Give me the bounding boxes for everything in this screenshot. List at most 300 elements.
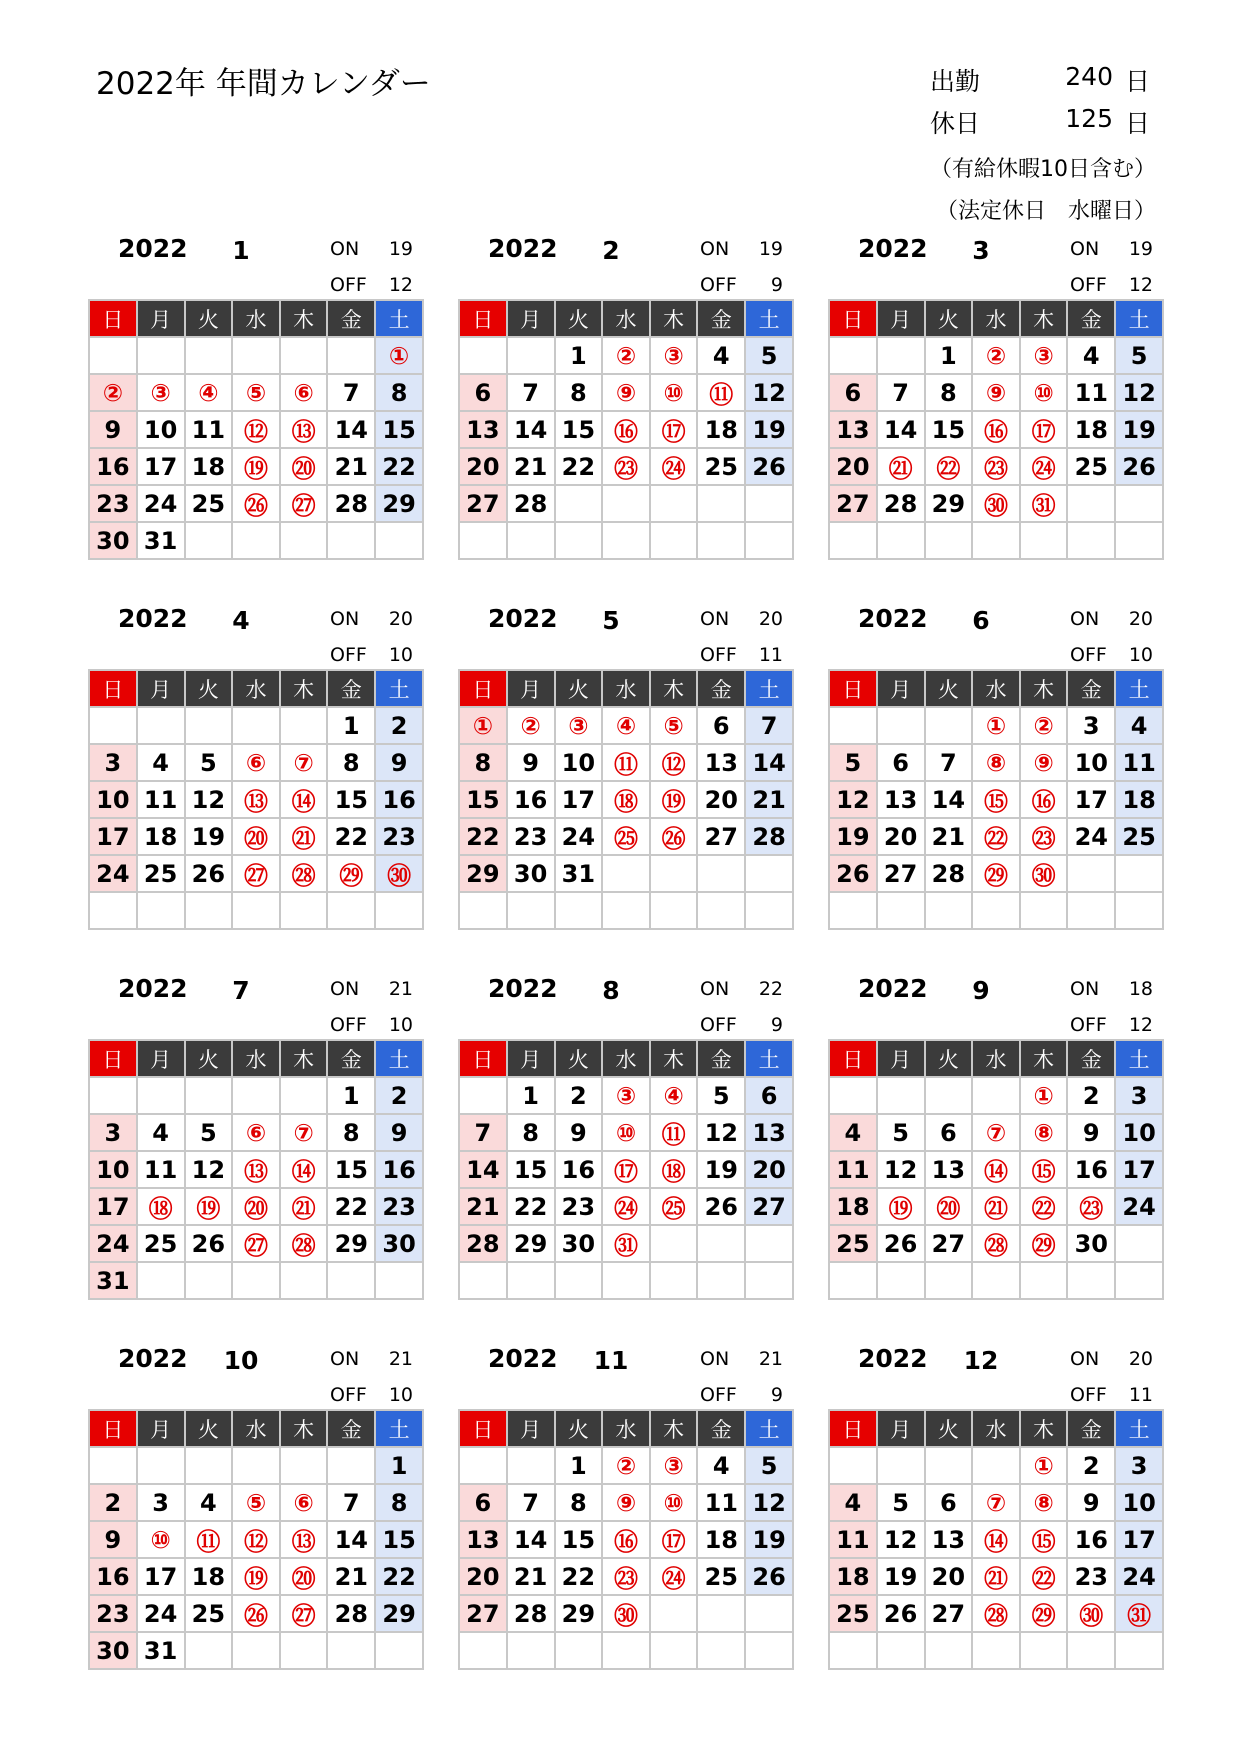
day-cell: 28 (745, 818, 793, 855)
day-cell: 25 (185, 485, 233, 522)
holiday-day-cell: ⑰ (602, 1151, 650, 1188)
holiday-day-cell: ㉒ (1020, 1558, 1068, 1595)
off-count: 9 (770, 274, 783, 296)
weekday-header: 金 (697, 670, 745, 707)
day-cell: 10 (1115, 1114, 1163, 1151)
day-cell: 22 (327, 818, 375, 855)
weekday-header: 水 (232, 1410, 280, 1447)
day-cell: 12 (185, 1151, 233, 1188)
empty-day-cell (1067, 892, 1115, 929)
off-count: 12 (388, 274, 413, 296)
empty-day-cell (697, 855, 745, 892)
weekday-header: 日 (89, 300, 137, 337)
empty-day-cell (877, 337, 925, 374)
day-cell: 27 (459, 1595, 507, 1632)
holiday-day-cell: ㉓ (602, 448, 650, 485)
empty-day-cell (602, 485, 650, 522)
month-number: 3 (972, 236, 990, 265)
on-count: 19 (758, 238, 783, 260)
empty-day-cell (327, 1447, 375, 1484)
month-year: 2022 (858, 234, 928, 263)
weekday-header: 月 (137, 1040, 185, 1077)
on-count: 19 (388, 238, 413, 260)
empty-day-cell (1067, 522, 1115, 559)
empty-day-cell (232, 707, 280, 744)
weekday-header: 水 (232, 1040, 280, 1077)
empty-day-cell (459, 1077, 507, 1114)
weekday-header: 火 (925, 300, 973, 337)
holiday-day-cell: ⑧ (1020, 1114, 1068, 1151)
day-cell: 18 (829, 1558, 877, 1595)
week-row (829, 1632, 1163, 1669)
month-number: 10 (223, 1346, 259, 1375)
month-calendar (458, 972, 794, 1262)
empty-day-cell (232, 1447, 280, 1484)
month-year: 2022 (488, 974, 558, 1003)
weekday-header: 火 (925, 1040, 973, 1077)
week-row (829, 1521, 1163, 1558)
holiday-day-cell: ② (507, 707, 555, 744)
day-cell: 17 (89, 818, 137, 855)
week-row (89, 337, 423, 374)
day-cell: 27 (697, 818, 745, 855)
empty-day-cell (280, 522, 328, 559)
weekday-header: 月 (507, 670, 555, 707)
week-row (459, 1558, 793, 1595)
weekday-header: 木 (1020, 1040, 1068, 1077)
day-cell: 17 (137, 448, 185, 485)
holiday-day-cell: ⑯ (602, 1521, 650, 1558)
day-cell: 30 (1067, 1225, 1115, 1262)
empty-day-cell (602, 1632, 650, 1669)
holiday-day-cell: ⑨ (602, 374, 650, 411)
day-cell: 16 (89, 1558, 137, 1595)
month-header (828, 1342, 1164, 1414)
month-year: 2022 (858, 974, 928, 1003)
holiday-day-cell: ⑳ (925, 1188, 973, 1225)
month-calendar (828, 602, 1164, 892)
empty-day-cell (185, 337, 233, 374)
day-cell: 20 (745, 1151, 793, 1188)
day-cell: 5 (185, 1114, 233, 1151)
day-cell: 12 (1115, 374, 1163, 411)
weekday-header: 月 (507, 1410, 555, 1447)
holiday-day-cell: ㉙ (1020, 1225, 1068, 1262)
day-cell: 15 (327, 1151, 375, 1188)
weekday-header: 日 (89, 1040, 137, 1077)
weekday-header: 金 (1067, 300, 1115, 337)
day-cell: 7 (507, 1484, 555, 1521)
holiday-day-cell: ⑯ (602, 411, 650, 448)
weekday-header: 水 (602, 300, 650, 337)
day-cell: 22 (375, 448, 423, 485)
holiday-day-cell: ① (459, 707, 507, 744)
weekday-header: 土 (375, 1410, 423, 1447)
legal-holiday-note: （法定休日 水曜日） (936, 199, 1157, 224)
empty-day-cell (877, 892, 925, 929)
day-cell: 28 (459, 1225, 507, 1262)
holiday-day-cell: ① (1020, 1077, 1068, 1114)
day-cell: 24 (89, 855, 137, 892)
on-count: 20 (1128, 1348, 1153, 1370)
week-row (89, 855, 423, 892)
day-cell: 12 (877, 1151, 925, 1188)
day-cell: 14 (925, 781, 973, 818)
off-count: 10 (388, 1014, 413, 1036)
empty-day-cell (185, 522, 233, 559)
day-cell: 4 (1067, 337, 1115, 374)
week-row (459, 855, 793, 892)
holiday-day-cell: ⑰ (1020, 411, 1068, 448)
on-label: ON (330, 1348, 360, 1370)
holiday-day-cell: ⑮ (972, 781, 1020, 818)
empty-day-cell (89, 892, 137, 929)
empty-day-cell (925, 892, 973, 929)
day-cell: 29 (507, 1225, 555, 1262)
work-days-unit: 日 (1125, 67, 1151, 96)
weekday-header: 土 (1115, 670, 1163, 707)
empty-day-cell (232, 1262, 280, 1299)
off-count: 12 (1128, 274, 1153, 296)
day-cell: 30 (555, 1225, 603, 1262)
holiday-day-cell: ㉛ (1020, 485, 1068, 522)
empty-day-cell (185, 1262, 233, 1299)
week-row (459, 1262, 793, 1299)
holiday-day-cell: ㉚ (1020, 855, 1068, 892)
day-cell: 17 (1067, 781, 1115, 818)
week-row (829, 1595, 1163, 1632)
day-cell: 9 (507, 744, 555, 781)
day-cell: 8 (375, 1484, 423, 1521)
empty-day-cell (1115, 855, 1163, 892)
weekday-header: 火 (555, 1410, 603, 1447)
week-row (89, 781, 423, 818)
weekday-header: 日 (829, 300, 877, 337)
holiday-day-cell: ㉔ (650, 1558, 698, 1595)
holiday-day-cell: ㉚ (1067, 1595, 1115, 1632)
day-cell: 5 (697, 1077, 745, 1114)
holiday-day-cell: ㉓ (602, 1558, 650, 1595)
day-cell: 20 (925, 1558, 973, 1595)
on-label: ON (330, 238, 360, 260)
week-row (89, 744, 423, 781)
day-cell: 1 (327, 1077, 375, 1114)
weekday-header: 月 (137, 1410, 185, 1447)
day-cell: 8 (925, 374, 973, 411)
empty-day-cell (697, 522, 745, 559)
day-cell: 11 (1115, 744, 1163, 781)
day-cell: 4 (829, 1114, 877, 1151)
weekday-header: 金 (327, 300, 375, 337)
month-calendar (88, 602, 424, 892)
month-year: 2022 (858, 1344, 928, 1373)
month-year: 2022 (118, 604, 188, 633)
holiday-day-cell: ⑨ (602, 1484, 650, 1521)
empty-day-cell (602, 1262, 650, 1299)
empty-day-cell (507, 522, 555, 559)
empty-day-cell (925, 1077, 973, 1114)
holiday-day-cell: ⑫ (232, 411, 280, 448)
month-calendar (88, 232, 424, 555)
holiday-day-cell: ⑦ (280, 744, 328, 781)
day-cell: 10 (555, 744, 603, 781)
day-cell: 16 (507, 781, 555, 818)
weekday-header: 火 (925, 670, 973, 707)
off-label: OFF (330, 274, 367, 296)
day-cell: 5 (877, 1114, 925, 1151)
week-row (459, 1447, 793, 1484)
off-count: 11 (758, 644, 783, 666)
day-cell: 25 (829, 1225, 877, 1262)
week-row (829, 1151, 1163, 1188)
holiday-day-cell: ㉑ (972, 1558, 1020, 1595)
day-cell: 27 (459, 485, 507, 522)
week-row (829, 485, 1163, 522)
empty-day-cell (697, 1225, 745, 1262)
empty-day-cell (650, 485, 698, 522)
on-label: ON (700, 238, 730, 260)
off-label: OFF (1070, 274, 1107, 296)
weekday-header: 日 (459, 1410, 507, 1447)
day-cell: 24 (89, 1225, 137, 1262)
holiday-day-cell: ㉒ (925, 448, 973, 485)
week-row (89, 1632, 423, 1669)
day-cell: 2 (375, 1077, 423, 1114)
weekday-header: 日 (829, 1040, 877, 1077)
holiday-day-cell: ⑳ (280, 1558, 328, 1595)
weekday-header: 水 (602, 670, 650, 707)
weekday-header-row (829, 1040, 1163, 1077)
day-cell: 7 (459, 1114, 507, 1151)
day-cell: 28 (877, 485, 925, 522)
weekday-header: 木 (280, 1040, 328, 1077)
day-cell: 19 (1115, 411, 1163, 448)
holiday-day-cell: ㉗ (280, 485, 328, 522)
day-cell: 16 (555, 1151, 603, 1188)
month-number: 5 (602, 606, 620, 635)
month-header (458, 602, 794, 674)
day-cell: 2 (1067, 1077, 1115, 1114)
week-row (89, 448, 423, 485)
off-count: 10 (388, 644, 413, 666)
month-calendar (828, 232, 1164, 522)
day-cell: 24 (137, 485, 185, 522)
day-cell: 4 (697, 1447, 745, 1484)
day-cell: 15 (555, 1521, 603, 1558)
week-row (459, 1151, 793, 1188)
day-cell: 19 (877, 1558, 925, 1595)
weekday-header-row (829, 300, 1163, 337)
day-cell: 25 (185, 1595, 233, 1632)
holiday-day-cell: ㉚ (972, 485, 1020, 522)
week-row (89, 1188, 423, 1225)
on-count: 22 (758, 978, 783, 1000)
weekday-header-row (89, 300, 423, 337)
weekday-header-row (829, 670, 1163, 707)
empty-day-cell (697, 1595, 745, 1632)
off-label: OFF (700, 274, 737, 296)
weekday-header: 火 (185, 300, 233, 337)
holiday-day-cell: ㉑ (280, 818, 328, 855)
day-cell: 25 (697, 448, 745, 485)
day-cell: 17 (555, 781, 603, 818)
holiday-day-cell: ㉒ (972, 818, 1020, 855)
off-label: OFF (700, 1384, 737, 1406)
off-count: 9 (770, 1384, 783, 1406)
weekday-header: 月 (507, 1040, 555, 1077)
holiday-day-cell: ① (375, 337, 423, 374)
empty-day-cell (829, 1632, 877, 1669)
off-days-label: 休日 (930, 109, 981, 138)
day-cell: 28 (327, 1595, 375, 1632)
empty-day-cell (375, 1632, 423, 1669)
day-cell: 24 (555, 818, 603, 855)
empty-day-cell (877, 707, 925, 744)
empty-day-cell (829, 522, 877, 559)
day-cell: 13 (697, 744, 745, 781)
weekday-header: 水 (972, 300, 1020, 337)
holiday-day-cell: ⑤ (232, 1484, 280, 1521)
day-cell: 27 (925, 1225, 973, 1262)
month-number: 1 (232, 236, 250, 265)
weekday-header: 土 (745, 300, 793, 337)
weekday-header: 木 (650, 670, 698, 707)
day-cell: 4 (185, 1484, 233, 1521)
week-row (89, 1447, 423, 1484)
weekday-header: 日 (829, 670, 877, 707)
day-cell: 24 (137, 1595, 185, 1632)
week-row (459, 1521, 793, 1558)
holiday-day-cell: ⑱ (602, 781, 650, 818)
weekday-header: 火 (185, 670, 233, 707)
weekday-header: 木 (1020, 300, 1068, 337)
weekday-header: 金 (327, 1040, 375, 1077)
day-cell: 26 (185, 855, 233, 892)
empty-day-cell (232, 1632, 280, 1669)
day-cell: 12 (185, 781, 233, 818)
holiday-day-cell: ② (1020, 707, 1068, 744)
holiday-day-cell: ③ (650, 337, 698, 374)
day-cell: 25 (697, 1558, 745, 1595)
off-label: OFF (1070, 1014, 1107, 1036)
holiday-day-cell: ㉗ (280, 1595, 328, 1632)
month-header (88, 232, 424, 304)
holiday-day-cell: ⑮ (1020, 1521, 1068, 1558)
work-days-label: 出勤 (930, 67, 981, 96)
day-cell: 5 (829, 744, 877, 781)
holiday-day-cell: ⑩ (602, 1114, 650, 1151)
day-cell: 8 (375, 374, 423, 411)
day-cell: 29 (459, 855, 507, 892)
day-cell: 26 (185, 1225, 233, 1262)
weekday-header: 土 (1115, 300, 1163, 337)
empty-day-cell (459, 892, 507, 929)
holiday-day-cell: ⑱ (650, 1151, 698, 1188)
holiday-day-cell: ⑰ (650, 411, 698, 448)
day-cell: 14 (745, 744, 793, 781)
holiday-day-cell: ⑥ (232, 1114, 280, 1151)
day-cell: 11 (185, 411, 233, 448)
week-row (829, 707, 1163, 744)
week-row (829, 855, 1163, 892)
holiday-day-cell: ㉗ (232, 1225, 280, 1262)
empty-day-cell (972, 892, 1020, 929)
empty-day-cell (1115, 1225, 1163, 1262)
week-row (829, 1077, 1163, 1114)
week-row (829, 818, 1163, 855)
day-cell: 29 (375, 1595, 423, 1632)
weekday-header: 月 (877, 300, 925, 337)
day-cell: 11 (697, 1484, 745, 1521)
empty-day-cell (972, 1447, 1020, 1484)
day-cell: 9 (1067, 1114, 1115, 1151)
holiday-day-cell: ⑲ (232, 448, 280, 485)
day-cell: 9 (375, 1114, 423, 1151)
holiday-day-cell: ③ (1020, 337, 1068, 374)
empty-day-cell (697, 892, 745, 929)
day-cell: 31 (137, 1632, 185, 1669)
empty-day-cell (137, 1447, 185, 1484)
month-year: 2022 (858, 604, 928, 633)
holiday-day-cell: ⑬ (232, 1151, 280, 1188)
empty-day-cell (925, 707, 973, 744)
day-cell: 25 (137, 855, 185, 892)
empty-day-cell (232, 1077, 280, 1114)
month-number: 2 (602, 236, 620, 265)
day-cell: 25 (1115, 818, 1163, 855)
day-cell: 28 (507, 1595, 555, 1632)
off-count: 12 (1128, 1014, 1153, 1036)
week-row (89, 1114, 423, 1151)
day-cell: 3 (1067, 707, 1115, 744)
weekday-header-row (459, 1410, 793, 1447)
day-cell: 22 (459, 818, 507, 855)
week-row (829, 448, 1163, 485)
empty-day-cell (89, 707, 137, 744)
empty-day-cell (280, 1447, 328, 1484)
off-count: 10 (388, 1384, 413, 1406)
week-row (459, 1114, 793, 1151)
month-day-grid (458, 669, 794, 930)
day-cell: 18 (697, 411, 745, 448)
day-cell: 10 (89, 781, 137, 818)
weekday-header: 火 (555, 300, 603, 337)
empty-day-cell (375, 522, 423, 559)
day-cell: 18 (1115, 781, 1163, 818)
holiday-day-cell: ⑨ (1020, 744, 1068, 781)
empty-day-cell (650, 1632, 698, 1669)
day-cell: 10 (1067, 744, 1115, 781)
day-cell: 7 (877, 374, 925, 411)
weekday-header: 金 (697, 1040, 745, 1077)
empty-day-cell (745, 1225, 793, 1262)
weekday-header: 火 (925, 1410, 973, 1447)
day-cell: 29 (375, 485, 423, 522)
day-cell: 13 (459, 1521, 507, 1558)
holiday-day-cell: ㉘ (280, 1225, 328, 1262)
day-cell: 14 (507, 1521, 555, 1558)
empty-day-cell (745, 892, 793, 929)
week-row (89, 818, 423, 855)
week-row (829, 1114, 1163, 1151)
week-row (89, 1558, 423, 1595)
day-cell: 13 (745, 1114, 793, 1151)
day-cell: 5 (745, 1447, 793, 1484)
empty-day-cell (185, 707, 233, 744)
day-cell: 14 (459, 1151, 507, 1188)
holiday-day-cell: ⑤ (232, 374, 280, 411)
holiday-day-cell: ㉖ (232, 1595, 280, 1632)
